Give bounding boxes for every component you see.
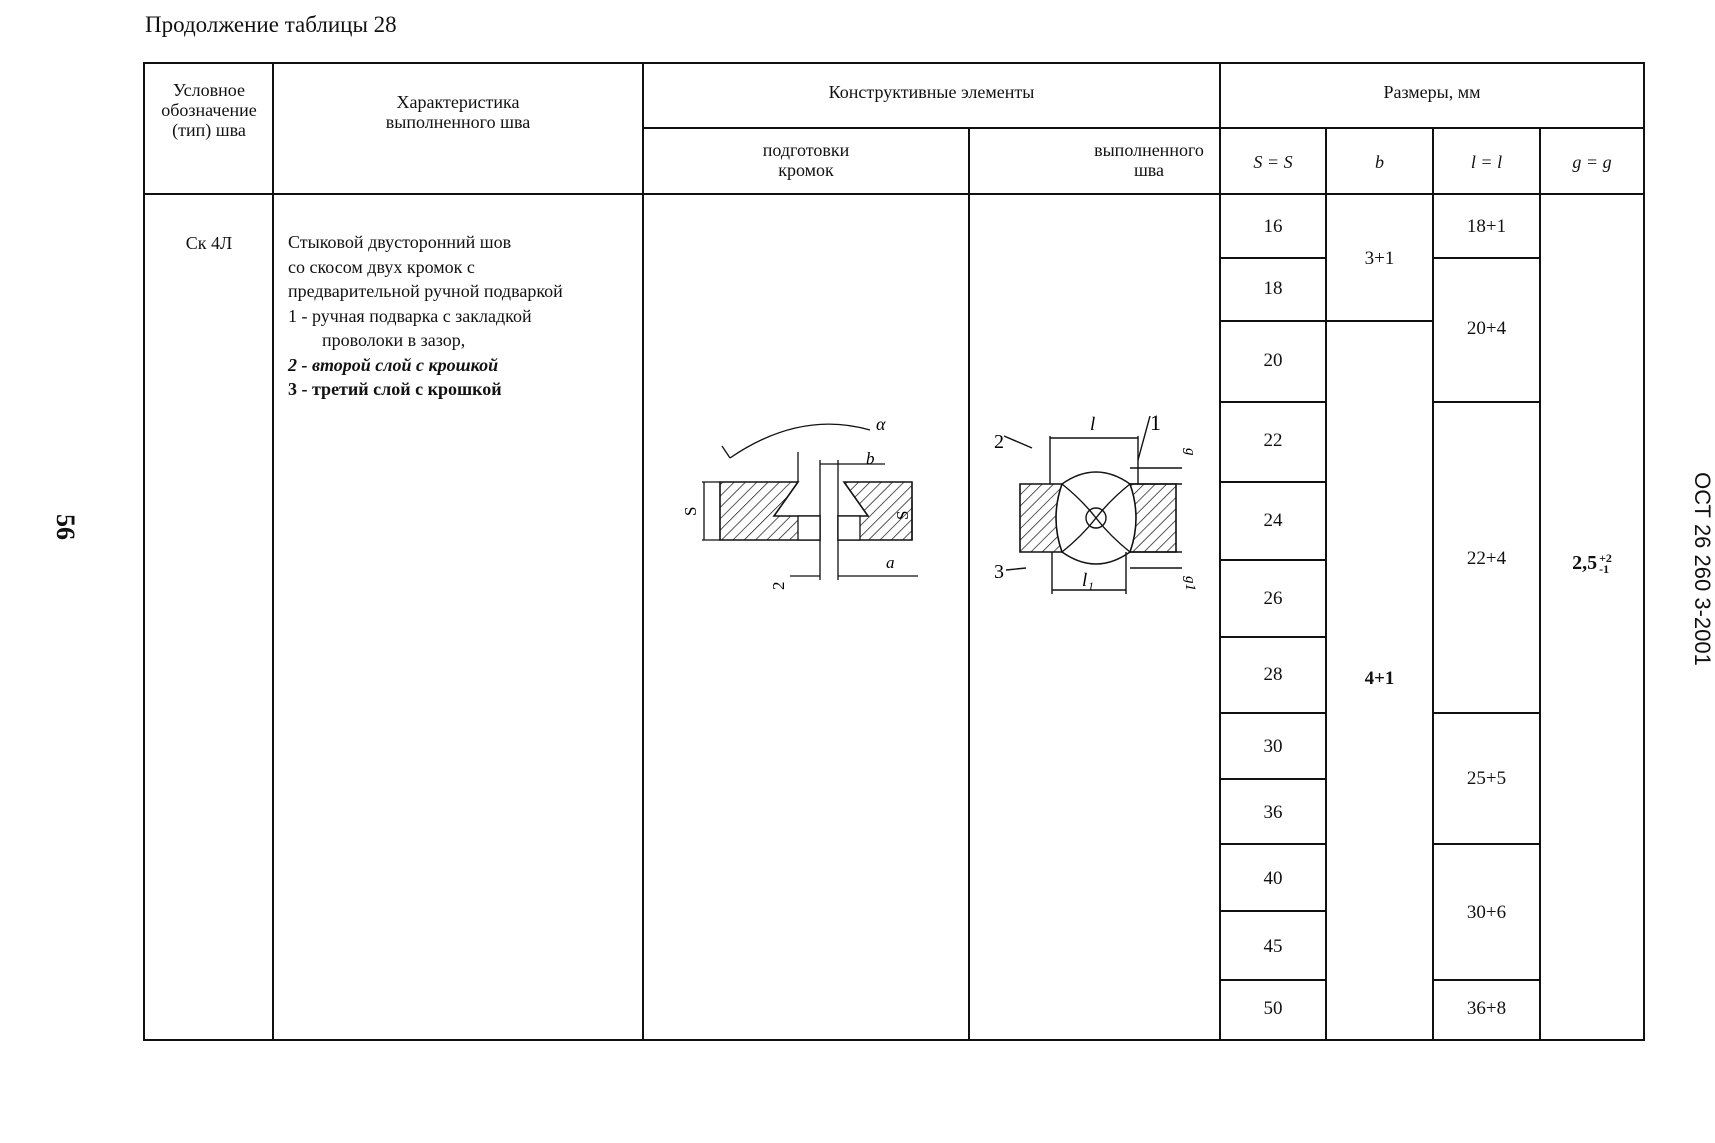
header-edge-prep: подготовки кромок	[762, 140, 850, 180]
label-2: 2	[994, 431, 1004, 453]
s-value: 28	[1263, 664, 1283, 685]
document-code: ОСТ 26 260 3-2001	[1690, 472, 1715, 666]
description-line: предварительной ручной подваркой	[288, 281, 563, 301]
header-dim-g: g = g	[1572, 152, 1612, 172]
header-dimensions: Размеры, мм	[1383, 82, 1481, 102]
b-value: 3+1	[1364, 248, 1395, 269]
label-l1: l₁	[1082, 570, 1094, 591]
label-l: l	[1090, 414, 1096, 435]
description-line: 1 - ручная подварка с закладкой	[288, 305, 532, 326]
s-value: 20	[1263, 350, 1283, 371]
header-characteristic: Характеристика выполненного шва	[385, 92, 531, 132]
label-alpha: α	[876, 414, 886, 434]
header-type: Условное обозначение (тип) шва	[161, 80, 257, 140]
s-value: 40	[1263, 868, 1283, 889]
l-value: 22+4	[1466, 548, 1507, 569]
g-value: 2,5 +2 -1	[1572, 551, 1612, 577]
label-b: b	[866, 449, 875, 468]
table-caption: Продолжение таблицы 28	[145, 12, 397, 37]
s-value: 36	[1263, 802, 1283, 823]
label-s-left: S	[681, 506, 700, 516]
s-value: 22	[1263, 430, 1283, 451]
label-1: 1	[1150, 410, 1161, 435]
s-value: 45	[1263, 936, 1283, 957]
completed-weld-drawing	[990, 400, 1198, 600]
label-two: 2	[769, 581, 788, 590]
description-line: 3 - третий слой с крошкой	[288, 379, 502, 399]
l-value: 30+6	[1466, 902, 1507, 923]
label-g1: g1	[1182, 576, 1198, 591]
l-value: 20+4	[1466, 318, 1507, 339]
label-3: 3	[994, 561, 1004, 583]
s-value: 18	[1263, 278, 1283, 299]
s-value: 26	[1263, 588, 1283, 609]
page-number: 56	[51, 514, 80, 540]
header-dim-b: b	[1375, 152, 1384, 172]
header-dim-s: S = S	[1253, 152, 1293, 172]
l-value: 25+5	[1466, 768, 1507, 789]
s-value: 24	[1263, 510, 1283, 531]
b-value: 4+1	[1364, 668, 1395, 689]
s-value: 16	[1263, 216, 1283, 237]
label-s-right: S	[893, 510, 912, 520]
description-line: проволоки в зазор,	[322, 330, 466, 350]
l-value: 18+1	[1466, 216, 1507, 237]
weld-type-code: Ск 4Л	[185, 233, 233, 253]
s-value: 30	[1263, 736, 1283, 757]
l-value: 36+8	[1466, 998, 1507, 1019]
s-value: 50	[1263, 998, 1283, 1019]
description-line: Стыковой двусторонний шов	[288, 232, 512, 252]
edge-prep-drawing	[680, 400, 920, 610]
header-completed-weld: выполненного шва	[1094, 140, 1204, 180]
label-a: a	[886, 553, 895, 572]
description-line: 2 - второй слой с крошкой	[288, 354, 499, 375]
header-dim-l: l = l	[1470, 152, 1503, 172]
weld-description	[288, 230, 563, 402]
label-g: g	[1182, 448, 1198, 456]
description-line: со скосом двух кромок с	[288, 256, 475, 277]
header-structural-elements: Конструктивные элементы	[828, 82, 1035, 102]
